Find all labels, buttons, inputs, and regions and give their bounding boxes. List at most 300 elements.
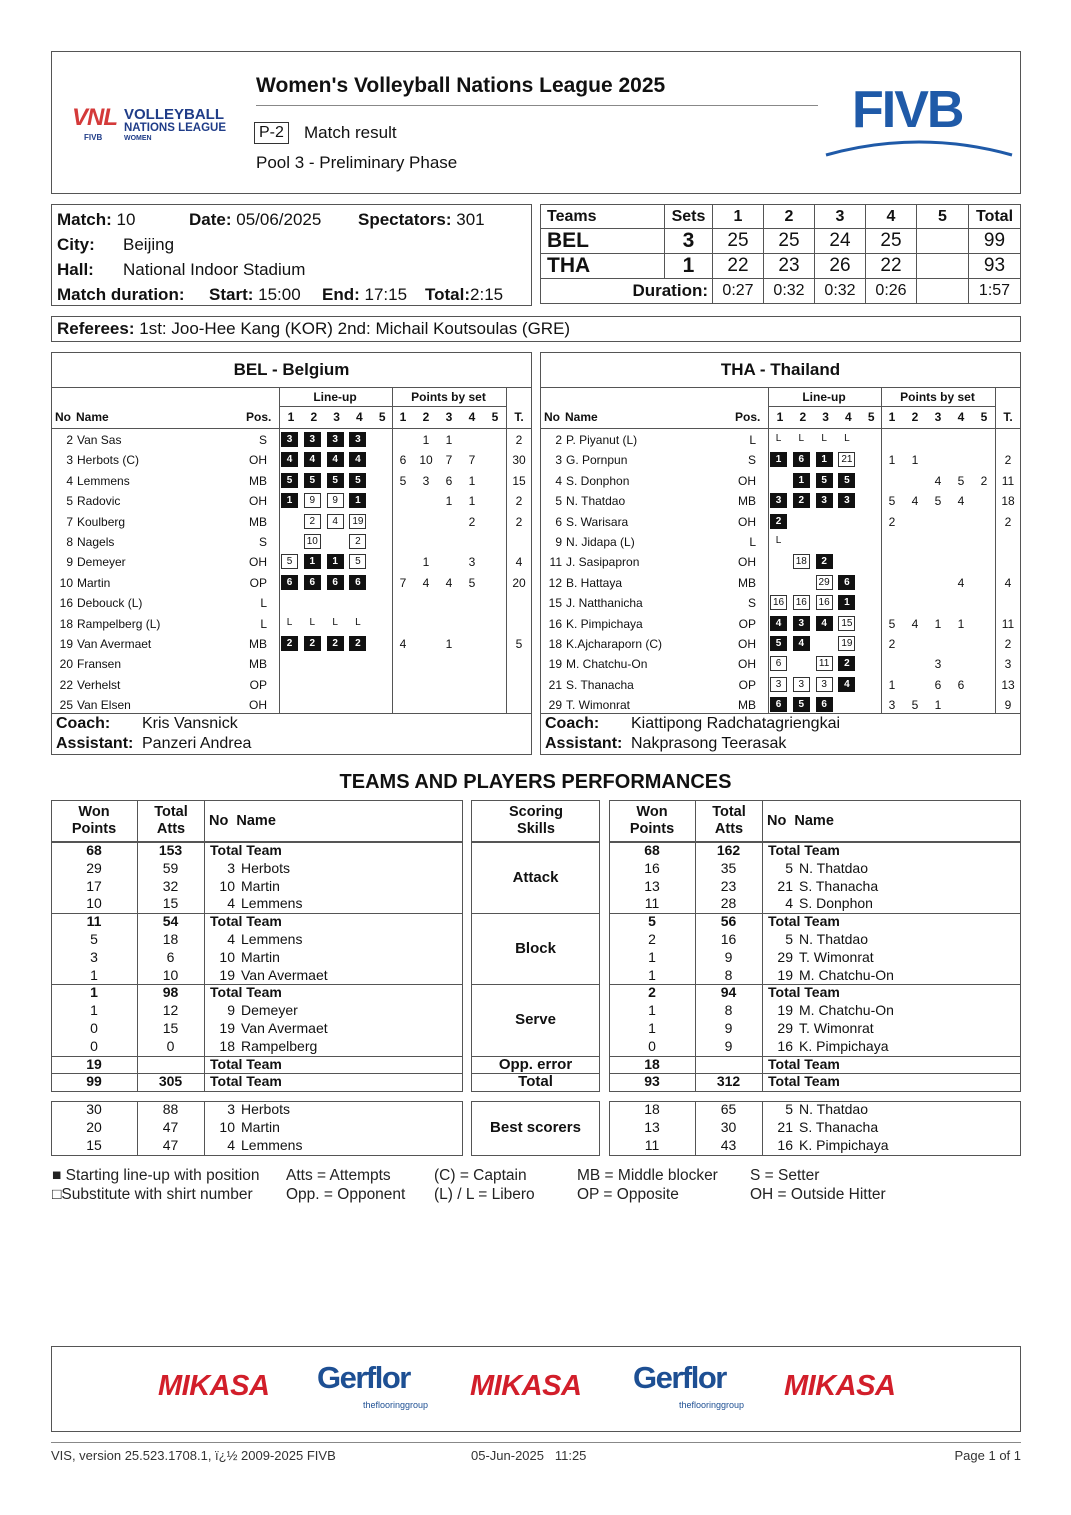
lineup-header: Line-up (313, 390, 357, 404)
player-total-points: 2 (1004, 453, 1012, 468)
col-won-points: Won Points (71, 804, 117, 837)
won-points: 11 (86, 913, 102, 930)
player-name: N. Jidapa (L) (566, 535, 635, 549)
player-number: 19 (219, 1020, 235, 1036)
points-set-col: 5 (491, 410, 499, 424)
col-no: No (55, 410, 71, 424)
team-title-rule (51, 387, 532, 388)
player-row (540, 614, 1021, 634)
set-points: 4 (911, 494, 919, 509)
mikasa-logo: MIKASA (158, 1370, 270, 1402)
set-score (917, 229, 969, 254)
points-set-col: 1 (399, 410, 407, 424)
player-row (540, 430, 1021, 450)
phase: Pool 3 - Preliminary Phase (256, 153, 458, 172)
starting-position: 4 (281, 452, 298, 467)
set-points: 2 (468, 514, 476, 529)
footer-version: VIS, version 25.523.1708.1, ï¿½ 2009-2025 FIVB (51, 1448, 336, 1463)
total-atts: 32 (162, 877, 179, 894)
player-name: S. Thanacha (799, 877, 879, 894)
player-total-points: 20 (512, 575, 526, 590)
player-number: 4 (227, 931, 235, 947)
won-points: 1 (90, 1002, 98, 1019)
player-row (51, 450, 532, 470)
divider (204, 1056, 205, 1074)
won-points: 11 (644, 895, 660, 912)
won-points: 0 (648, 1037, 656, 1054)
won-points: 17 (86, 877, 102, 894)
divider (204, 842, 205, 913)
col-no-name: No Name (767, 813, 834, 829)
player-position: OH (249, 555, 267, 570)
player-name: Lemmens (241, 895, 303, 912)
set-points: 6 (957, 677, 965, 692)
starting-position: 3 (838, 493, 855, 508)
divider (695, 1056, 696, 1074)
divider (204, 800, 205, 842)
set-points: 1 (445, 494, 453, 509)
starting-position: 2 (770, 514, 787, 529)
set-points: 4 (911, 616, 919, 631)
divider (762, 800, 763, 842)
starting-position: 4 (770, 616, 787, 631)
starting-position: 5 (770, 636, 787, 651)
total-atts: 35 (720, 859, 737, 876)
won-points: 1 (648, 966, 656, 983)
player-position: OH (738, 555, 756, 570)
set-score: 22 (866, 254, 917, 279)
team-title-rule (540, 387, 1021, 388)
won-points: 19 (86, 1055, 102, 1072)
player-position: S (258, 535, 267, 549)
won-points: 1 (648, 948, 656, 965)
set-points: 4 (957, 575, 965, 590)
player-name: J. Natthanicha (566, 596, 643, 611)
player-name: S. Donphon (799, 895, 873, 912)
lineup-set-col: 4 (845, 410, 852, 424)
starting-position: 3 (327, 432, 344, 447)
points-by-set-header: Points by set (900, 390, 975, 404)
set-points: 10 (419, 453, 433, 468)
coach-label: Coach: (56, 715, 111, 732)
starting-position: 6 (281, 575, 298, 590)
won-points: 5 (90, 931, 98, 947)
starting-position: 3 (281, 432, 298, 447)
starting-position: 1 (349, 493, 366, 508)
libero-marker: L (775, 433, 782, 444)
starting-position: 5 (838, 473, 855, 488)
player-name: S. Thanacha (799, 1119, 879, 1135)
player-total-points: 4 (515, 555, 523, 570)
set-score: 26 (815, 254, 866, 279)
results-duration-row (541, 279, 1021, 304)
match-info (57, 207, 527, 307)
title-underline (256, 105, 818, 106)
points-set-col: 3 (934, 410, 942, 424)
player-number: 3 (555, 453, 562, 468)
results-table (540, 204, 1021, 304)
set-points: 4 (957, 494, 965, 509)
player-number: 3 (66, 453, 73, 468)
set-points: 7 (445, 453, 453, 468)
doc-code: P-2 (254, 122, 289, 144)
player-total-points: 13 (1001, 677, 1015, 692)
set-points: 2 (888, 637, 896, 651)
starting-position: 3 (349, 432, 366, 447)
divider (762, 1073, 763, 1091)
total-atts: 94 (720, 984, 737, 1001)
starting-position: 2 (793, 493, 810, 508)
set-score: 23 (764, 254, 815, 279)
lineup-set-col: 2 (310, 410, 318, 424)
player-position: MB (249, 473, 267, 488)
match-label: Match: (57, 210, 112, 229)
team-title: BEL - Belgium (233, 360, 350, 379)
player-number: 10 (59, 575, 73, 590)
player-number: 4 (227, 1136, 235, 1153)
starting-position: 1 (770, 452, 787, 467)
lineup-header: Line-up (802, 390, 846, 404)
player-position: OP (738, 677, 756, 692)
player-number: 9 (227, 1002, 235, 1019)
player-number: 29 (777, 1020, 793, 1036)
substitute-number: 3 (816, 677, 833, 692)
player-number: 19 (548, 657, 562, 672)
player-number: 9 (555, 535, 562, 549)
player-name: Van Avermaet (241, 966, 328, 983)
coach-rule (540, 713, 1021, 714)
won-points: 18 (644, 1101, 660, 1118)
player-position: OH (738, 657, 756, 672)
player-total-points: 4 (1004, 575, 1012, 590)
starting-position: 6 (793, 452, 810, 467)
substitute-number: 3 (770, 677, 787, 692)
set-duration: 0:32 (764, 279, 815, 304)
player-total-points: 2 (1004, 514, 1012, 529)
total-score: 93 (969, 254, 1021, 279)
team-total-label: Total Team (210, 1055, 282, 1072)
starting-position: 1 (793, 473, 810, 488)
points-set-col: 4 (957, 410, 965, 424)
doc-type: Match result (304, 123, 397, 142)
total-duration: 1:57 (969, 279, 1021, 304)
player-position: OP (738, 616, 756, 631)
player-number: 16 (777, 1037, 793, 1054)
substitute-number: 2 (304, 514, 321, 529)
player-total-points: 2 (515, 514, 523, 529)
won-points: 15 (86, 1136, 102, 1153)
team-total-label: Total Team (768, 913, 840, 930)
player-number: 16 (59, 596, 73, 611)
player-position: OH (249, 698, 267, 713)
starting-position: 3 (304, 432, 321, 447)
starting-position: 3 (770, 493, 787, 508)
libero-marker: L (309, 616, 316, 628)
set-points: 3 (934, 657, 942, 672)
player-total-points: 11 (1001, 473, 1015, 488)
player-number: 25 (59, 698, 73, 713)
set-points: 5 (468, 575, 476, 590)
legend-item: Opp. = Opponent (286, 1186, 406, 1203)
points-set-col: 1 (888, 410, 896, 424)
won-points: 99 (86, 1073, 102, 1090)
player-row (51, 634, 532, 654)
gerflor-tagline: theflooringgroup (363, 1400, 429, 1410)
player-name: Herbots (C) (77, 453, 140, 468)
set-duration (917, 279, 969, 304)
player-position: OH (738, 514, 756, 529)
lineup-set-col: 1 (776, 410, 784, 424)
set-duration: 0:32 (815, 279, 866, 304)
set-points: 1 (445, 637, 453, 651)
player-name: Martin (241, 1119, 280, 1135)
starting-position: 2 (816, 554, 833, 569)
set-score (917, 254, 969, 279)
player-name: Koulberg (77, 514, 126, 529)
player-number: 2 (66, 433, 73, 447)
player-number: 3 (227, 1101, 235, 1118)
starting-position: 5 (816, 473, 833, 488)
lineup-set-col: 5 (867, 410, 875, 424)
set-points: 7 (468, 453, 476, 468)
player-row (540, 552, 1021, 572)
won-points: 10 (86, 895, 102, 912)
player-number: 16 (777, 1136, 793, 1153)
results-row-bel (541, 229, 1021, 254)
starting-position: 6 (327, 575, 344, 590)
player-position: S (747, 596, 756, 611)
player-name: Van Avermaet (241, 1020, 328, 1036)
col-name: Name (76, 410, 109, 424)
skill-label: Best scorers (490, 1118, 581, 1136)
starting-position: 5 (349, 473, 366, 488)
set-points: 5 (957, 473, 965, 488)
coach-name: Kiattipong Radchatagriengkai (631, 715, 841, 732)
player-name: Herbots (241, 859, 291, 876)
player-total-points: 15 (512, 473, 526, 488)
total-atts: 47 (162, 1119, 179, 1135)
player-name: Fransen (77, 657, 122, 672)
won-points: 68 (86, 842, 102, 858)
set-score: 22 (713, 254, 764, 279)
total-atts: 9 (724, 1037, 733, 1054)
referees-label: Referees: (57, 319, 135, 338)
substitute-number: 16 (793, 595, 810, 610)
col-set-5: 5 (917, 205, 969, 229)
total-atts: 8 (724, 1002, 733, 1019)
col-total: T. (1003, 410, 1013, 424)
sets-won: 3 (665, 229, 713, 254)
player-row (51, 614, 532, 634)
starting-position: 4 (349, 452, 366, 467)
substitute-number: 16 (770, 595, 787, 610)
hall: National Indoor Stadium (123, 260, 306, 279)
legend-item: □Substitute with shirt number (52, 1186, 253, 1203)
starting-position: 2 (327, 636, 344, 651)
player-row (51, 430, 532, 450)
substitute-number: 21 (838, 452, 855, 467)
player-name: Nagels (77, 535, 115, 549)
match-number: 10 (116, 210, 136, 229)
start-time: 15:00 (258, 285, 301, 304)
starting-position: 1 (281, 493, 298, 508)
set-score: 25 (713, 229, 764, 254)
col-total: T. (514, 410, 524, 424)
match-duration-label: Match duration: (57, 285, 185, 304)
starting-position: 3 (816, 493, 833, 508)
legend-item: (L) / L = Libero (434, 1186, 535, 1203)
total-atts: 15 (162, 1020, 179, 1036)
city-label: City: (57, 235, 95, 254)
date-label: Date: (189, 210, 232, 229)
substitute-number: 3 (793, 677, 810, 692)
player-row (51, 512, 532, 532)
divider (137, 800, 138, 842)
total-time: 2:15 (470, 285, 504, 304)
player-number: 20 (59, 657, 73, 672)
player-name: S. Warisara (566, 514, 629, 529)
referees-names: 1st: Joo-Hee Kang (KOR) 2nd: Michail Koutsoulas (GRE) (139, 319, 571, 338)
starting-position: 5 (281, 473, 298, 488)
player-number: 21 (777, 1119, 793, 1135)
total-atts: 9 (724, 948, 733, 965)
player-number: 2 (555, 433, 562, 447)
substitute-number: 19 (349, 514, 366, 529)
player-row (540, 675, 1021, 695)
set-points: 5 (888, 494, 896, 509)
libero-marker: L (821, 433, 827, 444)
set-points: 1 (934, 616, 942, 631)
total-atts: 88 (162, 1101, 179, 1118)
player-number: 4 (227, 895, 235, 912)
player-total-points: 18 (1001, 494, 1015, 509)
sets-won: 1 (665, 254, 713, 279)
player-row (540, 573, 1021, 593)
assistant-name: Panzeri Andrea (142, 735, 252, 752)
points-by-set-header: Points by set (411, 390, 486, 404)
won-points: 1 (648, 1002, 656, 1019)
player-number: 8 (66, 535, 73, 549)
player-number: 4 (785, 895, 793, 912)
team-code: THA (541, 254, 665, 279)
player-name: Lemmens (241, 1136, 303, 1153)
substitute-number: 5 (349, 554, 366, 569)
col-total: Total (969, 205, 1021, 229)
player-position: S (747, 453, 756, 468)
won-points: 5 (648, 913, 656, 930)
points-set-col: 5 (980, 410, 988, 424)
set-points: 3 (422, 473, 430, 488)
team-total-label: Total Team (768, 842, 840, 858)
divider (204, 1101, 205, 1154)
player-name: S. Donphon (566, 473, 630, 488)
player-row (51, 654, 532, 674)
lineup-set-col: 3 (333, 410, 340, 424)
player-position: OP (249, 677, 267, 692)
team-total-label: Total Team (210, 1073, 282, 1090)
set-points: 1 (468, 473, 476, 488)
starting-position: 5 (327, 473, 344, 488)
total-atts: 98 (162, 984, 179, 1001)
player-name: Van Sas (77, 433, 122, 447)
player-number: 3 (227, 859, 235, 876)
won-points: 2 (648, 984, 656, 1001)
won-points: 93 (644, 1073, 660, 1090)
player-position: MB (738, 698, 756, 713)
player-name: K. Pimpichaya (799, 1136, 889, 1153)
player-name: Lemmens (241, 931, 303, 947)
starting-position: 1 (816, 452, 833, 467)
won-points: 1 (90, 984, 98, 1001)
team-total-label: Total Team (210, 913, 282, 930)
total-atts: 43 (720, 1136, 737, 1153)
footer-datetime: 05-Jun-2025 11:25 (471, 1448, 587, 1463)
lineup-set-col: 1 (287, 410, 295, 424)
col-sets: Sets (665, 205, 713, 229)
substitute-number: 11 (816, 656, 833, 671)
points-set-col: 2 (422, 410, 430, 424)
player-position: MB (738, 575, 756, 590)
total-atts: 23 (720, 877, 737, 894)
player-row (540, 491, 1021, 511)
player-number: 10 (219, 948, 235, 965)
libero-marker: L (332, 616, 338, 628)
set-points: 1 (934, 698, 942, 713)
starting-position: 4 (838, 677, 855, 692)
fivb-logo: FIVB (852, 81, 963, 139)
player-name: G. Pornpun (566, 453, 628, 468)
set-points: 3 (888, 698, 896, 713)
start-label: Start: (209, 285, 254, 304)
player-name: P. Piyanut (L) (566, 433, 638, 447)
set-points: 5 (888, 616, 896, 631)
player-name: S. Thanacha (566, 677, 634, 692)
player-position: MB (738, 494, 756, 509)
player-name: Martin (241, 877, 280, 894)
header-rule (51, 428, 532, 429)
header-rule (279, 406, 507, 407)
player-name: Rampelberg (L) (77, 616, 161, 631)
col-no-name: No Name (209, 813, 276, 829)
player-row (51, 552, 532, 572)
set-points: 1 (911, 453, 919, 468)
player-number: 4 (66, 473, 73, 488)
starting-position: 2 (281, 636, 298, 651)
player-total-points: 11 (1001, 616, 1015, 631)
coach-name: Kris Vansnick (142, 715, 238, 732)
starting-position: 1 (838, 595, 855, 610)
divider (762, 913, 763, 984)
won-points: 3 (90, 948, 98, 965)
total-atts: 47 (162, 1136, 179, 1153)
vnl-mark-icon: VNL (72, 104, 117, 131)
match-date: 05/06/2025 (236, 210, 322, 229)
set-points: 7 (399, 575, 407, 590)
player-total-points: 30 (512, 453, 526, 468)
spectators-label: Spectators: (358, 210, 452, 229)
substitute-number: 9 (304, 493, 321, 508)
spectators-count: 301 (456, 210, 485, 229)
set-points: 4 (422, 575, 430, 590)
lineup-set-col: 5 (378, 410, 386, 424)
starting-position: 6 (349, 575, 366, 590)
mikasa-logo: MIKASA (784, 1370, 896, 1402)
won-points: 13 (644, 1119, 660, 1135)
won-points: 2 (648, 931, 656, 947)
player-position: L (260, 616, 267, 631)
fivb-swoosh-icon (824, 135, 1014, 159)
won-points: 0 (90, 1020, 98, 1036)
